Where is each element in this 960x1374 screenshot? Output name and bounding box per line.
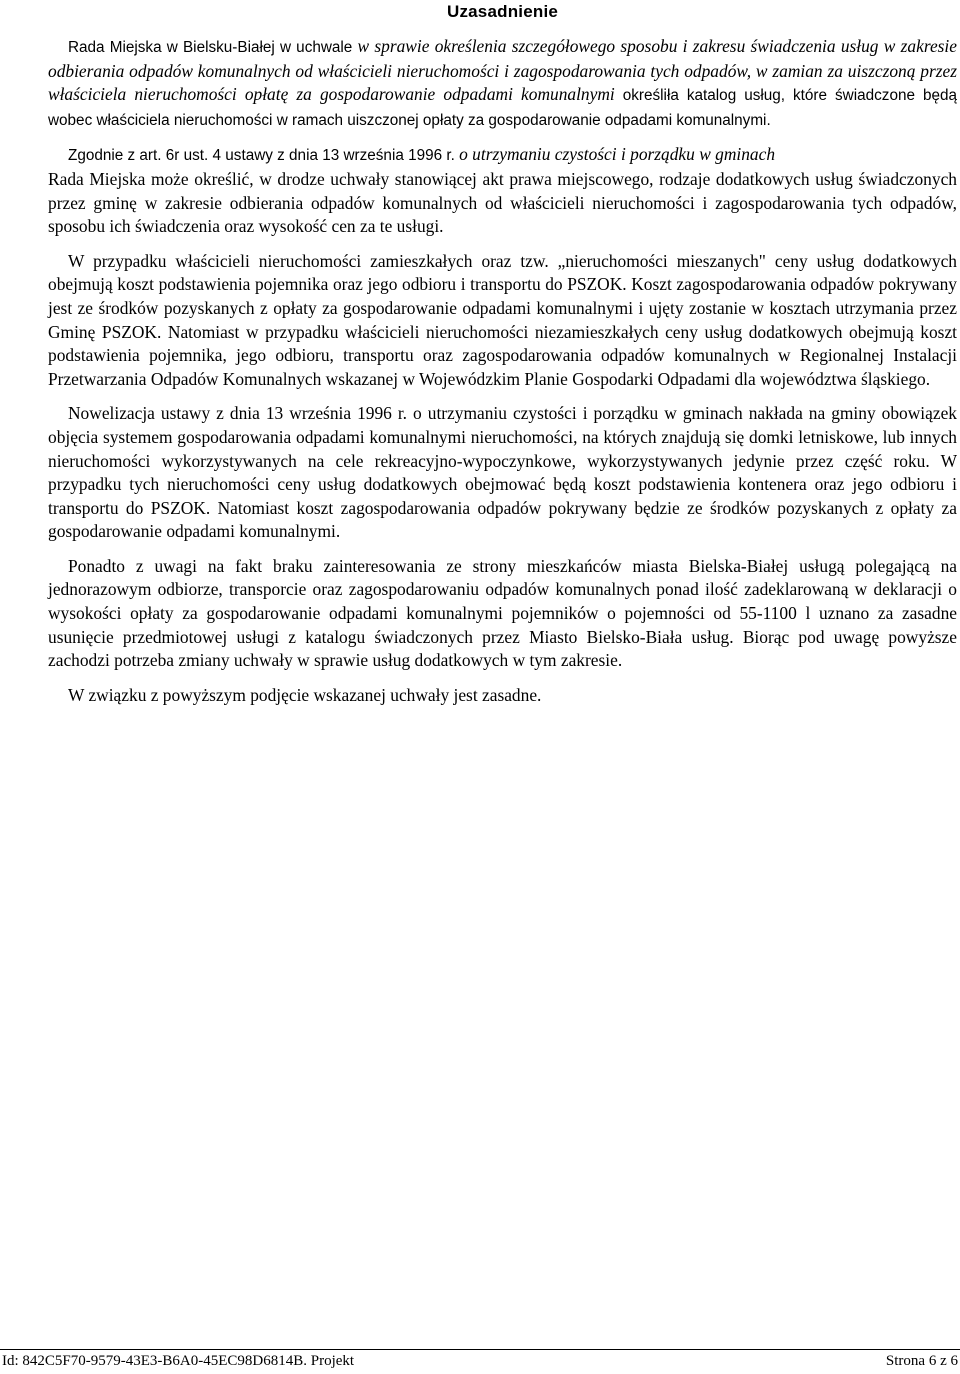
paragraph-intro-lead: Rada Miejska w Bielsku-Białej w uchwale	[68, 39, 358, 56]
paragraph-service-removal: Ponadto z uwagi na fakt braku zainteresowania ze strony mieszkańców miasta Bielska-Białej usługą polegającą na jednorazowym odbiorze, transporcie oraz zagospodarowaniu odpadów komunalnych ponad ilość zadeklarowaną w deklaracji o wysokości opłaty za gospodarowanie odpadami komunalnymi pojemników o pojemności od 55-1100 l uznano za zasadne usunięcie przedmiotowej usługi z katalogu świadczonych przez Miasto Bielsko-Biała usług. Biorąc pod uwagę powyższe zachodzi potrzeba zmiany uchwały w sprawie usług dodatkowych w tym zakresie.	[48, 555, 957, 671]
paragraph-amendment: Nowelizacja ustawy z dnia 13 września 1996 r. o utrzymaniu czystości i porządku w gminach nakłada na gminy obowiązek objęcia systemem gospodarowania odpadami komunalnymi nieruchomości, na których znajdują się domki letniskowe, lub innych nieruchomości wykorzystywanych na cele rekreacyjno-wypoczynkowe, wykorzystywanych jedynie przez część roku. W przypadku tych nieruchomości ceny usług dodatkowych obejmować będą koszt podstawienia kontenera oraz jego odbioru i transportu do PSZOK. Natomiast koszt zagospodarowania odpadów pokrywany będzie ze środków pozyskanych z opłaty za gospodarowanie odpadami komunalnymi.	[48, 403, 957, 542]
page-number: Strona 6 z 6	[885, 1353, 958, 1369]
paragraph-conclusion: W związku z powyższym podjęcie wskazanej uchwały jest zasadne.	[68, 684, 542, 705]
footer-divider	[0, 1349, 960, 1350]
paragraph-intro-tail: określiła katalog usług, które świadczone będą wobec właściciela nieruchomości w ramach uiszczonej opłaty za gospodarowanie odpadami komunalnymi.	[48, 87, 957, 129]
paragraph-intro	[48, 35, 957, 132]
paragraph-residential-costs: W przypadku właścicieli nieruchomości zamieszkałych oraz tzw. „nieruchomości mieszanych" ceny usług dodatkowych obejmują koszt podstawienia pojemnika oraz jego odbioru i transportu do PSZOK. Koszt zagospodarowania odpadów pokrywany jest ze środków pozyskanych z opłaty za gospodarowanie odpadami komunalnymi i ujęty zostanie w kosztach utrzymania przez Gminę PSZOK. Natomiast w przypadku właścicieli nieruchomości niezamieszkałych ceny usług dodatkowych obejmują koszt podstawienia pojemnika, jego odbioru, transportu oraz zagospodarowania odpadów komunalnych w Regionalnej Instalacji Przetwarzania Odpadów Komunalnych wskazanej w Wojewódzkim Planie Gospodarki Odpadami dla województwa śląskiego.	[48, 250, 957, 389]
paragraph-council-powers: Rada Miejska może określić, w drodze uchwały stanowiącej akt prawa miejscowego, rodzaje dodatkowych usług świadczonych przez gminę w zakresie odbierania odpadów komunalnych od właścicieli nieruchomości i zagospodarowania tych odpadów, sposobu ich świadczenia oraz wysokość cen za te usługi.	[48, 168, 957, 237]
paragraph-legal-basis	[48, 143, 957, 168]
document-id: Id: 842C5F70-9579-43E3-B6A0-45EC98D6814B. Projekt	[2, 1353, 355, 1369]
page-footer	[0, 1353, 960, 1373]
resolution-title: w sprawie określenia szczegółowego sposobu i zakresu świadczenia usług w zakresie odbierania odpadów komunalnych od właścicieli nieruchomości i zagospodarowania tych odpadów, w zamian za uiszczoną przez właściciela nieruchomości opłatę za gospodarowanie odpadami komunalnymi	[48, 36, 957, 105]
legal-basis-lead: Zgodnie z art. 6r ust. 4 ustawy z dnia 13 września 1996 r.	[68, 147, 460, 165]
document-page	[48, 0, 957, 718]
act-title: o utrzymaniu czystości i porządku w gminach	[459, 144, 776, 165]
document-heading: Uzasadnienie	[446, 2, 559, 21]
document-body	[48, 35, 957, 707]
